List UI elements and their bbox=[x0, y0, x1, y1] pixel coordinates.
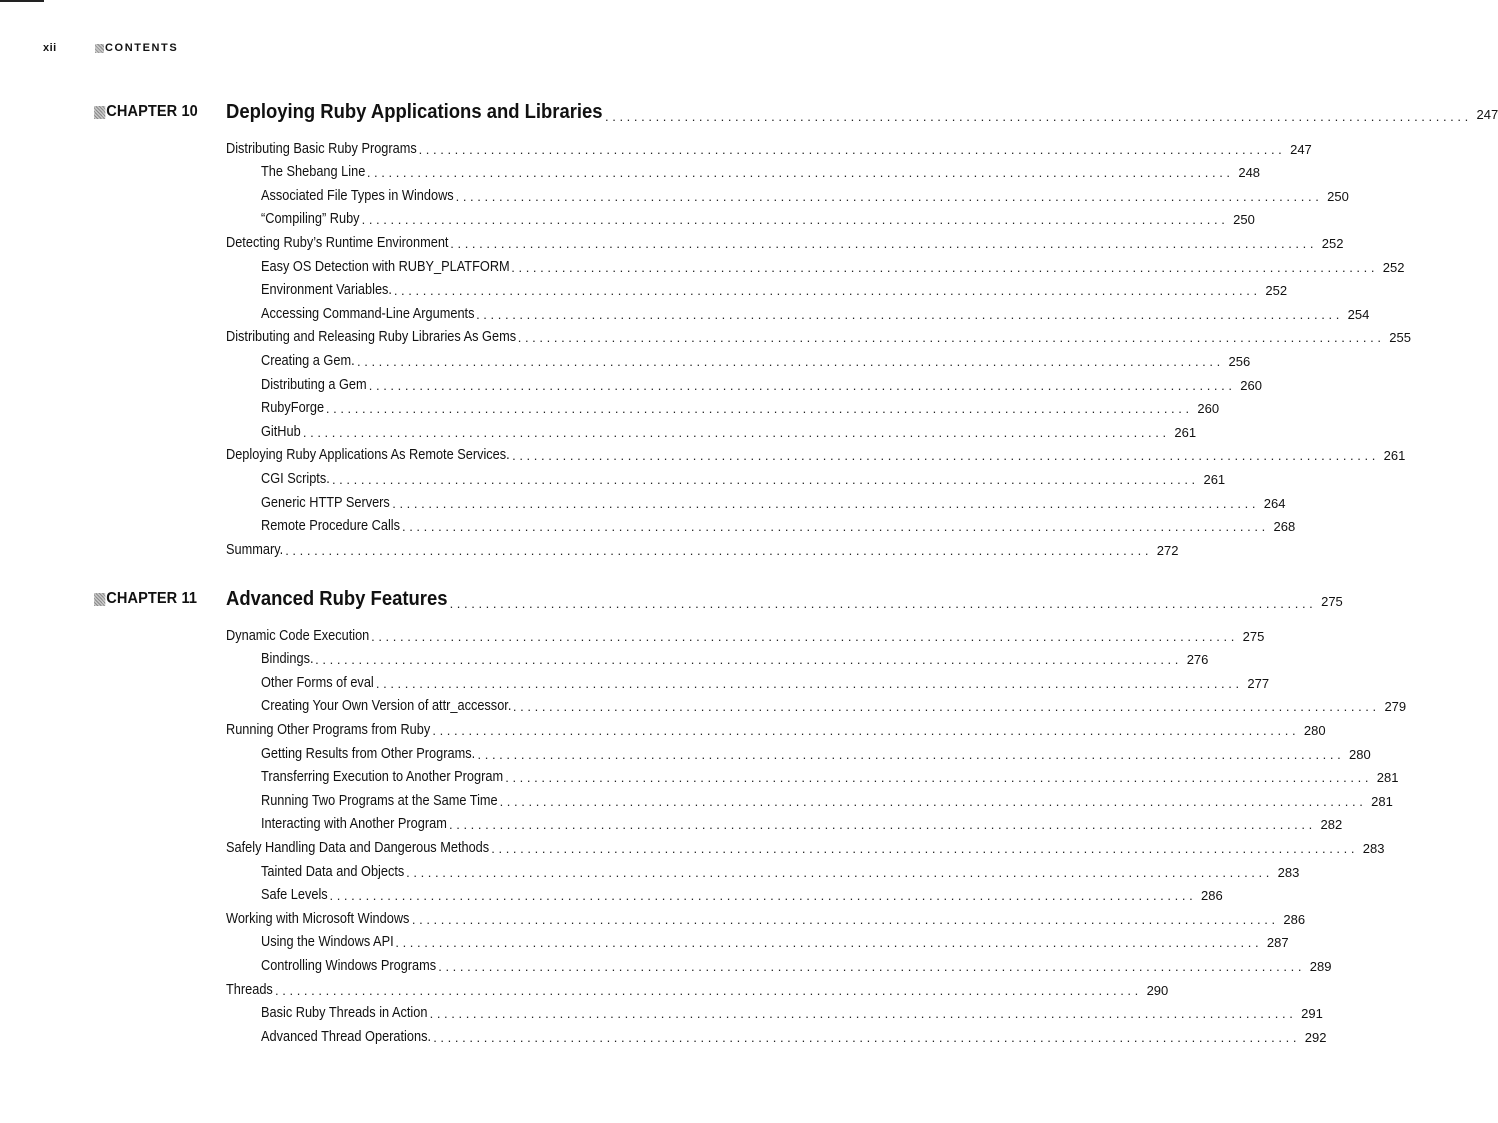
toc-entries bbox=[226, 620, 1407, 1045]
chapter-title-row bbox=[226, 100, 1498, 124]
dot-leader bbox=[433, 1030, 1296, 1045]
toc-subentry bbox=[226, 416, 1197, 440]
dot-leader bbox=[450, 596, 1313, 611]
entry-title: Threads bbox=[226, 981, 273, 998]
entry-page-number: 252 bbox=[1382, 259, 1405, 275]
entry-page-number: 264 bbox=[1263, 495, 1286, 511]
entry-title: Bindings. bbox=[261, 651, 314, 668]
dot-leader bbox=[329, 888, 1192, 903]
dot-leader bbox=[326, 401, 1189, 416]
top-rule bbox=[0, 0, 44, 2]
entry-title: Controlling Windows Programs bbox=[261, 957, 437, 974]
dot-leader bbox=[357, 354, 1220, 369]
entry-page-number: 250 bbox=[1327, 188, 1349, 204]
entry-title: Safe Levels bbox=[261, 887, 328, 904]
entry-title: Distributing a Gem bbox=[261, 376, 367, 393]
dot-leader bbox=[456, 189, 1319, 204]
toc-subentry bbox=[226, 463, 1226, 487]
entry-title: Generic HTTP Servers bbox=[261, 494, 390, 511]
dot-leader bbox=[285, 543, 1148, 558]
chapter-page-number: 275 bbox=[1321, 594, 1343, 609]
entry-title: Running Other Programs from Ruby bbox=[226, 721, 431, 738]
entry-page-number: 254 bbox=[1347, 306, 1370, 322]
chapter-page-number: 247 bbox=[1476, 107, 1498, 122]
toc-subentry bbox=[226, 487, 1286, 511]
entry-title: Dynamic Code Execution bbox=[226, 627, 370, 644]
dot-leader bbox=[513, 699, 1376, 714]
dot-leader bbox=[303, 425, 1166, 440]
dot-leader bbox=[500, 794, 1363, 809]
chapter-label bbox=[94, 590, 218, 611]
chapter-10 bbox=[94, 96, 1498, 558]
entry-title: Getting Results from Other Programs. bbox=[261, 745, 476, 762]
toc-subentry bbox=[226, 511, 1296, 535]
entry-page-number: 281 bbox=[1371, 793, 1393, 809]
toc-subentry bbox=[226, 251, 1405, 275]
entry-title: Advanced Thread Operations. bbox=[261, 1028, 432, 1045]
entry-title: Easy OS Detection with RUBY_PLATFORM bbox=[261, 258, 510, 275]
toc-subentry bbox=[226, 738, 1371, 762]
entry-title: Transferring Execution to Another Program bbox=[261, 769, 504, 786]
entry-title: Summary. bbox=[226, 541, 284, 558]
entry-title: The Shebang Line bbox=[261, 164, 366, 181]
entry-page-number: 272 bbox=[1156, 542, 1179, 558]
entry-title: Basic Ruby Threads in Action bbox=[261, 1005, 428, 1022]
toc-subentry bbox=[226, 691, 1407, 715]
chapter-heading bbox=[94, 583, 1343, 611]
toc-entry bbox=[226, 714, 1326, 738]
entry-title: Working with Microsoft Windows bbox=[226, 910, 410, 927]
toc-subentry bbox=[226, 856, 1300, 880]
chapter-marker-icon bbox=[94, 593, 105, 606]
entry-page-number: 268 bbox=[1273, 519, 1296, 535]
toc-subentry bbox=[226, 667, 1270, 691]
chapter-heading bbox=[94, 96, 1498, 124]
toc-subentry bbox=[226, 204, 1255, 228]
toc-entry bbox=[226, 133, 1312, 157]
dot-leader bbox=[412, 912, 1275, 927]
dot-leader bbox=[438, 959, 1301, 974]
toc-subentry bbox=[226, 345, 1251, 369]
dot-leader bbox=[376, 676, 1239, 691]
chapter-11 bbox=[94, 583, 1407, 1045]
chapter-title: Deploying Ruby Applications and Libraries bbox=[226, 100, 603, 123]
entry-title: RubyForge bbox=[261, 400, 325, 417]
entry-page-number: 280 bbox=[1303, 722, 1326, 738]
entry-page-number: 261 bbox=[1174, 424, 1197, 440]
section-marker-icon bbox=[95, 44, 104, 53]
toc-subentry bbox=[226, 275, 1288, 299]
entry-page-number: 256 bbox=[1228, 353, 1251, 369]
entry-page-number: 277 bbox=[1247, 675, 1270, 691]
toc-subentry bbox=[226, 298, 1370, 322]
dot-leader bbox=[392, 496, 1255, 511]
dot-leader bbox=[406, 865, 1269, 880]
entry-page-number: 248 bbox=[1238, 165, 1261, 181]
entry-title: Tainted Data and Objects bbox=[261, 863, 405, 880]
entry-title: Remote Procedure Calls bbox=[261, 518, 401, 535]
entry-title: GitHub bbox=[261, 423, 301, 440]
entry-title: Associated File Types in Windows bbox=[261, 187, 454, 204]
toc-entry bbox=[226, 620, 1265, 644]
dot-leader bbox=[518, 330, 1381, 345]
chapter-title: Advanced Ruby Features bbox=[226, 587, 448, 610]
entry-page-number: 261 bbox=[1383, 448, 1406, 464]
toc-subentry bbox=[226, 180, 1349, 204]
entry-page-number: 289 bbox=[1309, 958, 1332, 974]
dot-leader bbox=[430, 1006, 1293, 1021]
dot-leader bbox=[512, 448, 1375, 463]
entry-page-number: 280 bbox=[1349, 746, 1371, 762]
dot-leader bbox=[395, 935, 1258, 950]
toc-subentry bbox=[226, 927, 1289, 951]
running-head-section: CONTENTS bbox=[105, 42, 179, 54]
entry-title: “Compiling” Ruby bbox=[261, 211, 360, 228]
toc-subentry bbox=[226, 393, 1220, 417]
entry-page-number: 276 bbox=[1186, 652, 1209, 668]
entry-page-number: 290 bbox=[1146, 982, 1169, 998]
dot-leader bbox=[450, 236, 1313, 251]
entry-page-number: 287 bbox=[1266, 935, 1289, 951]
entry-page-number: 260 bbox=[1197, 401, 1220, 417]
toc-entries bbox=[226, 133, 1411, 558]
dot-leader bbox=[371, 629, 1234, 644]
dot-leader bbox=[362, 212, 1225, 227]
entry-page-number: 281 bbox=[1376, 770, 1399, 786]
entry-page-number: 286 bbox=[1283, 911, 1306, 927]
chapter-number: CHAPTER 11 bbox=[106, 590, 198, 607]
dot-leader bbox=[402, 519, 1265, 534]
entry-page-number: 250 bbox=[1233, 212, 1255, 228]
dot-leader bbox=[369, 378, 1232, 393]
entry-title: Interacting with Another Program bbox=[261, 816, 447, 833]
entry-title: Distributing and Releasing Ruby Libraries As Gems bbox=[226, 329, 517, 346]
entry-page-number: 282 bbox=[1320, 817, 1343, 833]
entry-page-number: 247 bbox=[1290, 141, 1312, 157]
dot-leader bbox=[367, 165, 1230, 180]
entry-title: Environment Variables. bbox=[261, 282, 392, 299]
chapter-title-row bbox=[226, 587, 1343, 611]
toc-entry bbox=[226, 974, 1169, 998]
dot-leader bbox=[432, 723, 1295, 738]
entry-title: CGI Scripts. bbox=[261, 470, 330, 487]
toc-entry bbox=[226, 440, 1406, 464]
entry-title: Safely Handling Data and Dangerous Methods bbox=[226, 839, 490, 856]
entry-page-number: 292 bbox=[1304, 1029, 1327, 1045]
toc-subentry bbox=[226, 880, 1223, 904]
entry-page-number: 252 bbox=[1265, 283, 1288, 299]
toc-entry bbox=[226, 903, 1306, 927]
entry-page-number: 261 bbox=[1203, 471, 1226, 487]
toc-subentry bbox=[226, 644, 1209, 668]
dot-leader bbox=[511, 260, 1374, 275]
entry-page-number: 291 bbox=[1301, 1006, 1323, 1022]
entry-title: Other Forms of eval bbox=[261, 674, 374, 691]
dot-leader bbox=[449, 817, 1312, 832]
entry-title: Using the Windows API bbox=[261, 934, 394, 951]
entry-page-number: 252 bbox=[1321, 235, 1344, 251]
entry-title: Distributing Basic Ruby Programs bbox=[226, 140, 417, 157]
dot-leader bbox=[605, 109, 1468, 124]
toc-subentry bbox=[226, 762, 1399, 786]
entry-title: Running Two Programs at the Same Time bbox=[261, 792, 498, 809]
entry-page-number: 275 bbox=[1242, 628, 1265, 644]
running-head bbox=[43, 42, 178, 54]
entry-title: Creating Your Own Version of attr_accessor. bbox=[261, 698, 512, 715]
entry-title: Deploying Ruby Applications As Remote Services. bbox=[226, 447, 510, 464]
toc-entry bbox=[226, 322, 1411, 346]
entry-page-number: 255 bbox=[1389, 330, 1411, 346]
toc-subentry bbox=[226, 1021, 1327, 1045]
chapter-marker-icon bbox=[94, 106, 105, 119]
toc-subentry bbox=[226, 785, 1393, 809]
entry-page-number: 279 bbox=[1384, 699, 1407, 715]
toc-subentry bbox=[226, 369, 1262, 393]
toc-subentry bbox=[226, 157, 1261, 181]
dot-leader bbox=[394, 283, 1257, 298]
entry-page-number: 283 bbox=[1362, 840, 1385, 856]
entry-page-number: 260 bbox=[1240, 377, 1262, 393]
entry-page-number: 286 bbox=[1201, 888, 1223, 904]
toc-subentry bbox=[226, 950, 1332, 974]
dot-leader bbox=[275, 983, 1138, 998]
page-folio: xii bbox=[43, 42, 57, 54]
dot-leader bbox=[478, 747, 1341, 762]
entry-page-number: 283 bbox=[1277, 864, 1300, 880]
entry-title: Detecting Ruby’s Runtime Environment bbox=[226, 234, 449, 251]
toc-subentry bbox=[226, 998, 1323, 1022]
chapter-number: CHAPTER 10 bbox=[106, 103, 198, 120]
toc-entry bbox=[226, 832, 1385, 856]
chapter-label bbox=[94, 103, 218, 124]
toc-subentry bbox=[226, 809, 1343, 833]
dot-leader bbox=[315, 652, 1178, 667]
dot-leader bbox=[505, 770, 1368, 785]
dot-leader bbox=[332, 472, 1195, 487]
toc-entry bbox=[226, 227, 1344, 251]
entry-title: Creating a Gem. bbox=[261, 352, 355, 369]
dot-leader bbox=[476, 307, 1339, 322]
dot-leader bbox=[491, 841, 1354, 856]
toc-entry bbox=[226, 534, 1179, 558]
entry-title: Accessing Command-Line Arguments bbox=[261, 305, 475, 322]
dot-leader bbox=[419, 142, 1282, 157]
